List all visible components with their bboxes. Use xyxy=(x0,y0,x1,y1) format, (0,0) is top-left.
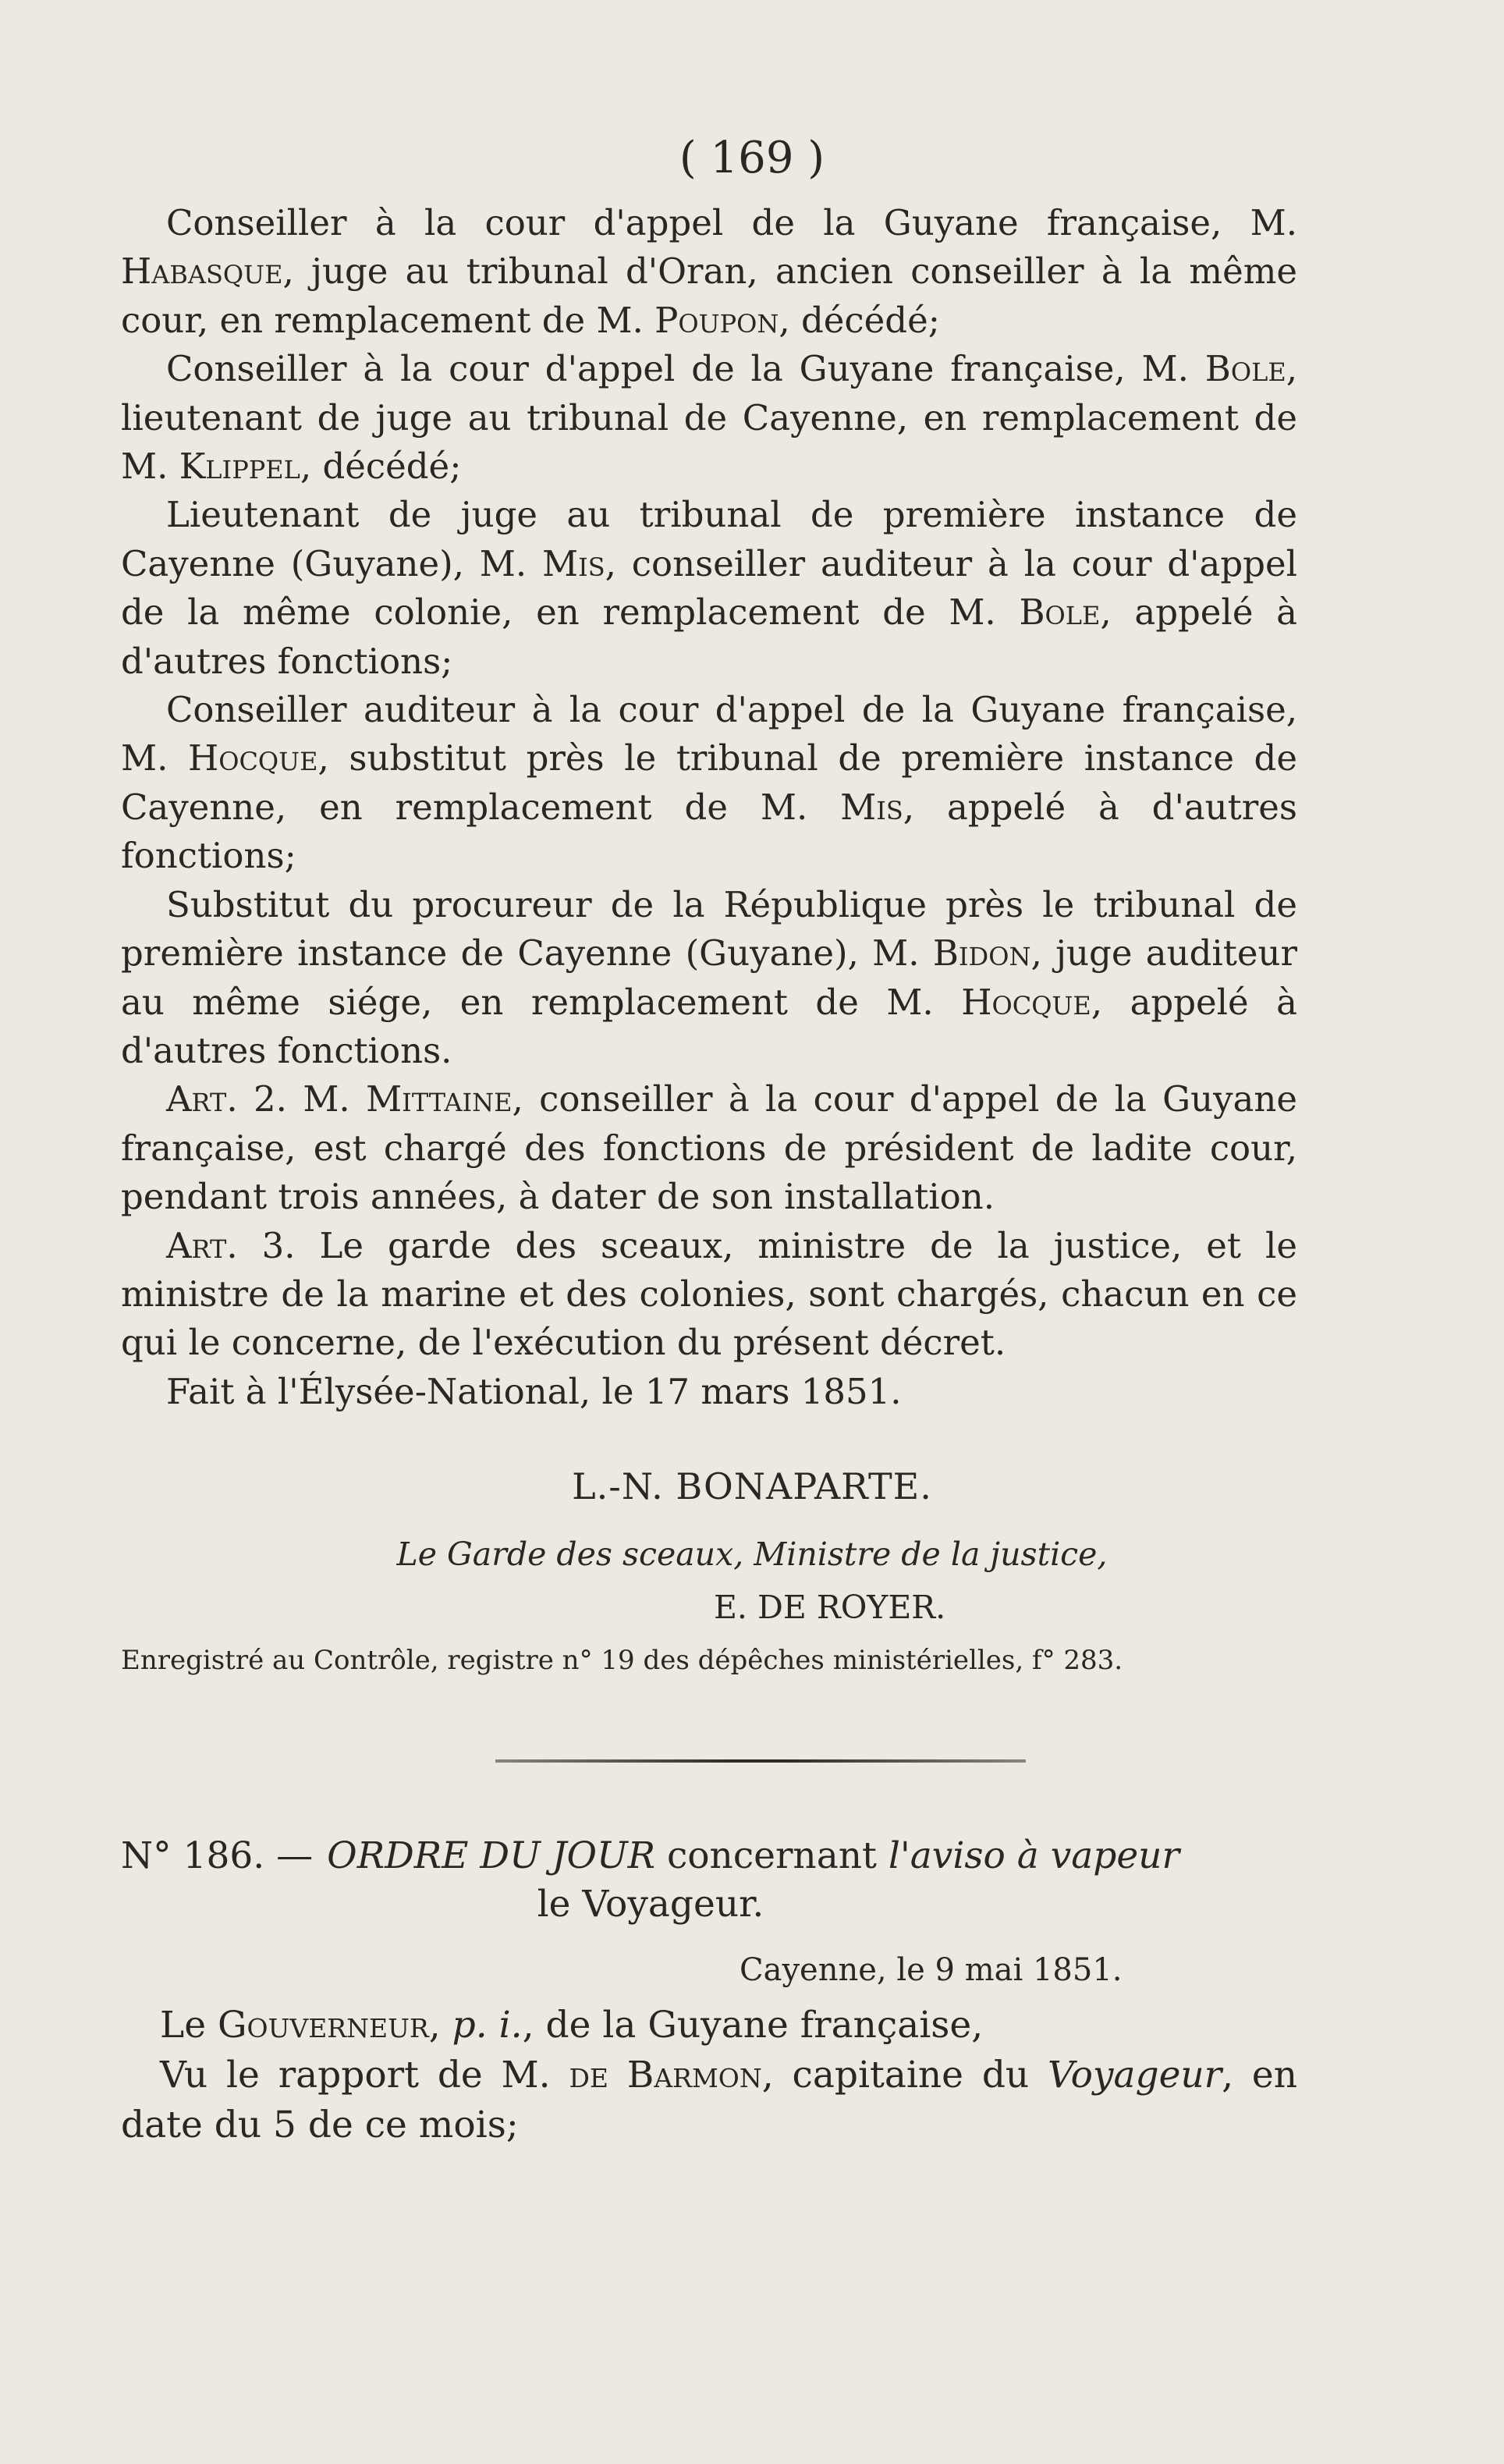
order-date: Cayenne, le 9 mai 1851. xyxy=(740,1952,1123,1988)
order-number: N° 186. — xyxy=(121,1834,314,1877)
person-name: Bidon xyxy=(932,932,1031,975)
person-name: Hocque xyxy=(961,981,1091,1023)
date-line: Fait à l'Élysée-National, le 17 mars 1851. xyxy=(166,1370,902,1412)
article-label: Art. 3. xyxy=(166,1224,296,1266)
order-paragraph-gouverneur: Le Gouverneur, p. i., de la Guyane française, xyxy=(160,2004,984,2047)
registration-note: Enregistré au Contrôle, registre n° 19 des dépêches ministérielles, f° 283. xyxy=(121,1645,1123,1676)
person-name: Mis xyxy=(542,542,605,584)
person-name: Hocque xyxy=(187,737,318,779)
signature-minister-name: E. DE ROYER. xyxy=(714,1589,946,1626)
paragraph-mis: Lieutenant de juge au tribunal de première instance de Cayenne (Guyane), M. Mis, conseiller auditeur à la cour d'appel de la même colonie, en remplacement de M. Bole, appelé à d'autres fonctions; xyxy=(121,494,1297,682)
order-paragraph-rapport: Vu le rapport de M. de Barmon, capitaine du Voyageur, en date du 5 de ce mois; xyxy=(121,2054,1297,2146)
order-title: ORDRE DU JOUR xyxy=(327,1834,655,1877)
section-divider xyxy=(495,1759,1026,1763)
person-name: Klippel xyxy=(179,446,300,488)
paragraph-habasque: Conseiller à la cour d'appel de la Guyane française, M. Habasque, juge au tribunal d'Oran, ancien conseiller à la même cour, en remplacement de M. Poupon, décédé; xyxy=(121,202,1297,341)
person-name: Mis xyxy=(840,786,903,828)
signature-title: Le Garde des sceaux, Ministre de la justice, xyxy=(396,1536,1108,1573)
person-name: Bole xyxy=(1204,348,1286,390)
signature-name: L.-N. BONAPARTE. xyxy=(572,1465,932,1507)
article-2: Art. 2. M. Mittaine, conseiller à la cour d'appel de la Guyane française, est chargé des fonctions de président de ladite cour, pendant trois années, à dater de son installation. xyxy=(121,1078,1297,1218)
paragraph-bole: Conseiller à la cour d'appel de la Guyane française, M. Bole, lieutenant de juge au tribunal de Cayenne, en remplacement de M. Klippel, décédé; xyxy=(121,348,1297,488)
person-name: Mittaine xyxy=(366,1078,513,1120)
page-number: ( 169 ) xyxy=(679,133,825,183)
person-name: Bole xyxy=(1019,591,1101,634)
order-heading: N° 186. — ORDRE DU JOUR concernant l'aviso à vapeur le Voyageur. xyxy=(121,1832,1297,1929)
decree-text xyxy=(121,199,1297,1416)
order-title-line2: le Voyageur. xyxy=(537,1883,764,1926)
article-label: Art. 2. xyxy=(166,1078,287,1120)
order-text xyxy=(121,2001,1297,2150)
article-3: Art. 3. Le garde des sceaux, ministre de la justice, et le ministre de la marine et des colonies, sont chargés, chacun en ce qui le concerne, de l'exécution du présent décret. xyxy=(121,1224,1297,1364)
paragraph-bidon: Substitut du procureur de la République près le tribunal de première instance de Cayenne (Guyane), M. Bidon, juge auditeur au même siége, en remplacement de M. Hocque, appelé à d'autres fonctions. xyxy=(121,883,1297,1071)
person-name: Poupon xyxy=(654,299,779,341)
paragraph-hocque: Conseiller auditeur à la cour d'appel de la Guyane française, M. Hocque, substitut près le tribunal de première instance de Cayenne, en remplacement de M. Mis, appelé à d'autres fonctions; xyxy=(121,689,1297,877)
person-name: Habasque xyxy=(121,250,283,293)
